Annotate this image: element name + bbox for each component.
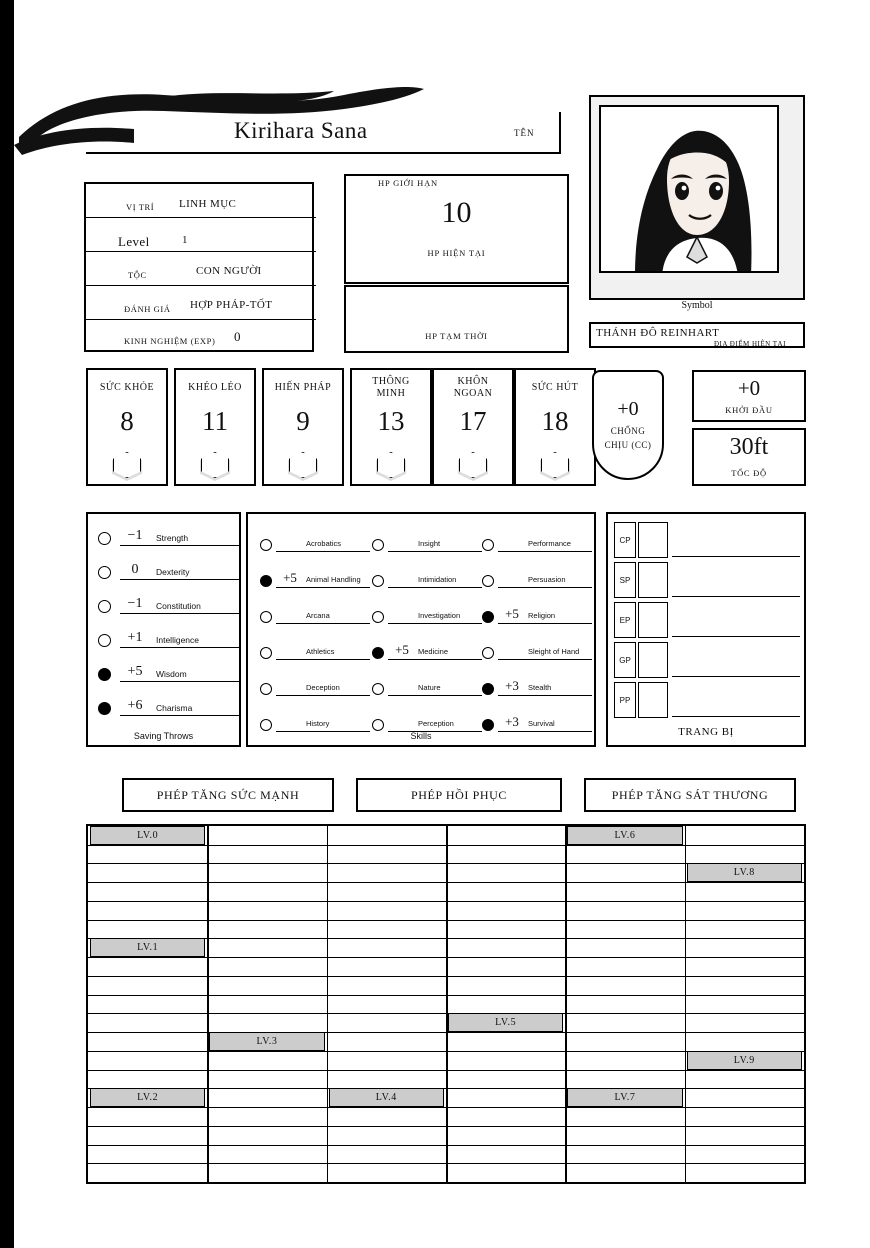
- skill-underline: [498, 623, 592, 624]
- skill-row[interactable]: [482, 532, 594, 568]
- skill-row[interactable]: [260, 640, 372, 676]
- info-value-race: CON NGƯỜI: [196, 265, 262, 277]
- currency-label-gp: GP: [614, 642, 636, 678]
- hp-current-caption: HP HIỆN TẠI: [427, 248, 486, 258]
- grid-column-divider: [327, 826, 329, 1182]
- skill-modifier: +5: [283, 570, 297, 585]
- skill-underline: [388, 587, 482, 588]
- skill-row[interactable]: [372, 568, 484, 604]
- skill-name: Religion: [528, 611, 556, 620]
- grid-rule-line: [88, 957, 804, 958]
- save-proficiency-bubble[interactable]: [98, 600, 111, 613]
- hp-max-caption: HP GIỚI HẠN: [374, 178, 442, 188]
- save-name: Intelligence: [156, 635, 200, 645]
- skill-proficiency-bubble[interactable]: [372, 683, 384, 695]
- currency-label-sp: SP: [614, 562, 636, 598]
- grid-rule-line: [88, 976, 804, 977]
- spell-button-damage[interactable]: PHÉP TĂNG SÁT THƯƠNG: [584, 778, 796, 812]
- skill-underline: [388, 623, 482, 624]
- save-proficiency-bubble[interactable]: [98, 668, 111, 681]
- skill-row[interactable]: [482, 676, 594, 712]
- ability-score: 18: [541, 406, 569, 436]
- equipment-line: [672, 596, 800, 597]
- grid-rule-line: [88, 1032, 804, 1033]
- skill-proficiency-bubble[interactable]: [372, 575, 384, 587]
- currency-amount-pp[interactable]: [638, 682, 668, 718]
- skill-proficiency-bubble[interactable]: [482, 683, 494, 695]
- skill-name: Intimidation: [418, 575, 457, 584]
- grid-column-divider: [446, 826, 448, 1182]
- spell-level-tag: LV.4: [329, 1088, 444, 1107]
- save-name: Wisdom: [156, 669, 187, 679]
- save-underline: [120, 613, 240, 614]
- portrait-frame: [589, 95, 805, 300]
- armor-class-label-1: CHỐNG: [610, 426, 646, 436]
- save-proficiency-bubble[interactable]: [98, 532, 111, 545]
- grid-rule-line: [88, 1013, 804, 1014]
- skill-row[interactable]: [372, 604, 484, 640]
- currency-equipment-box: [606, 512, 806, 747]
- skill-row[interactable]: [372, 640, 484, 676]
- skill-column-0: [260, 532, 372, 748]
- skill-name: Animal Handling: [306, 575, 361, 584]
- skill-proficiency-bubble[interactable]: [260, 647, 272, 659]
- grid-rule-line: [88, 1145, 804, 1146]
- grid-rule-line: [88, 901, 804, 902]
- spell-level-tag: LV.2: [90, 1088, 205, 1107]
- skill-row[interactable]: [372, 532, 484, 568]
- hp-temp-box: [344, 285, 569, 353]
- ability-name: HIẾN PHÁP: [274, 382, 332, 393]
- save-proficiency-bubble[interactable]: [98, 702, 111, 715]
- portrait-image: [599, 105, 779, 273]
- save-modifier: −1: [127, 528, 143, 543]
- currency-amount-sp[interactable]: [638, 562, 668, 598]
- save-modifier: +5: [127, 664, 143, 679]
- location-value: THÁNH ĐÔ REINHART: [596, 327, 720, 339]
- ability-name: THÔNG MINH: [372, 376, 410, 399]
- skill-underline: [276, 695, 370, 696]
- ability-score: 17: [459, 406, 487, 436]
- skill-underline: [276, 623, 370, 624]
- speed-caption: TỐC ĐỘ: [731, 468, 767, 478]
- spell-level-tag: LV.6: [567, 826, 682, 845]
- info-label-race: TỘC: [128, 270, 147, 280]
- skill-proficiency-bubble[interactable]: [372, 539, 384, 551]
- save-modifier: 0: [131, 562, 139, 577]
- skill-underline: [388, 659, 482, 660]
- equipment-caption: TRANG BỊ: [678, 726, 734, 738]
- currency-label-cp: CP: [614, 522, 636, 558]
- ability-box-1: [174, 368, 256, 486]
- skill-proficiency-bubble[interactable]: [482, 611, 494, 623]
- equipment-line: [672, 556, 800, 557]
- saving-throw-row[interactable]: [98, 662, 234, 688]
- save-underline: [120, 545, 240, 546]
- skill-modifier: +5: [395, 642, 409, 657]
- skill-row[interactable]: [260, 676, 372, 712]
- grid-rule-line: [88, 1107, 804, 1108]
- save-modifier: +6: [127, 698, 143, 713]
- equipment-line: [672, 636, 800, 637]
- spell-level-tag: LV.8: [687, 863, 802, 882]
- skill-name: Sleight of Hand: [528, 647, 580, 656]
- save-proficiency-bubble[interactable]: [98, 634, 111, 647]
- ability-box-2: [262, 368, 344, 486]
- skill-row[interactable]: [260, 568, 372, 604]
- skill-row[interactable]: [482, 568, 594, 604]
- grid-rule-line: [88, 845, 804, 846]
- skill-underline: [276, 659, 370, 660]
- skill-name: Performance: [528, 539, 571, 548]
- spell-level-tag: LV.7: [567, 1088, 682, 1107]
- save-name: Constitution: [156, 601, 201, 611]
- saving-throw-row[interactable]: [98, 560, 234, 586]
- character-name-caption: TÊN: [514, 128, 535, 138]
- saving-throw-row[interactable]: [98, 526, 234, 552]
- skill-row[interactable]: [372, 712, 484, 748]
- currency-amount-gp[interactable]: [638, 642, 668, 678]
- grid-rule-line: [88, 882, 804, 883]
- skill-name: Stealth: [528, 683, 552, 692]
- ability-modifier-hex: [541, 452, 569, 478]
- character-name: Kirihara Sana: [234, 118, 368, 143]
- skill-underline: [498, 659, 592, 660]
- ability-modifier-hex: [459, 452, 487, 478]
- info-label-level: Level: [118, 234, 150, 249]
- save-name: Dexterity: [156, 567, 190, 577]
- skill-proficiency-bubble[interactable]: [482, 647, 494, 659]
- skill-underline: [388, 551, 482, 552]
- saving-throw-row[interactable]: [98, 594, 234, 620]
- ability-modifier-hex: [377, 452, 405, 478]
- info-value-level: 1: [182, 234, 188, 246]
- skill-name: Arcana: [306, 611, 330, 620]
- equipment-line: [672, 716, 800, 717]
- skill-name: Nature: [418, 683, 441, 692]
- save-underline: [120, 715, 240, 716]
- spell-grid: [86, 824, 806, 1184]
- skill-proficiency-bubble[interactable]: [372, 647, 384, 659]
- skill-underline: [498, 587, 592, 588]
- save-underline: [120, 681, 240, 682]
- ability-name: SỨC KHỎE: [99, 382, 155, 393]
- ability-score: 8: [120, 406, 134, 436]
- saving-throws-caption: Saving Throws: [133, 731, 194, 741]
- info-label-alignment: ĐÁNH GIÁ: [124, 304, 171, 314]
- ability-box-5: [514, 368, 596, 486]
- save-name: Charisma: [156, 703, 193, 713]
- location-caption: ĐỊA ĐIỂM HIỆN TẠI: [714, 340, 786, 348]
- skill-modifier: +3: [505, 678, 519, 693]
- info-value-alignment: HỢP PHÁP-TỐT: [190, 299, 273, 311]
- grid-column-divider: [565, 826, 567, 1182]
- save-modifier: +1: [127, 630, 143, 645]
- skill-name: Survival: [528, 719, 555, 728]
- currency-amount-ep[interactable]: [638, 602, 668, 638]
- grid-column-divider: [207, 826, 209, 1182]
- skill-modifier: +3: [505, 714, 519, 729]
- skill-name: Perception: [418, 719, 454, 728]
- initiative-caption: KHỞI ĐẦU: [725, 405, 773, 415]
- ability-box-3: [350, 368, 432, 486]
- skill-proficiency-bubble[interactable]: [372, 611, 384, 623]
- save-modifier: −1: [127, 596, 143, 611]
- spell-level-tag: LV.3: [209, 1032, 324, 1051]
- skill-row[interactable]: [372, 676, 484, 712]
- skill-proficiency-bubble[interactable]: [482, 575, 494, 587]
- skills-caption: Skills: [410, 731, 432, 741]
- spell-button-heal[interactable]: PHÉP HỒI PHỤC: [356, 778, 562, 812]
- skill-name: Deception: [306, 683, 340, 692]
- info-label-class: VỊ TRÍ: [126, 202, 155, 212]
- armor-class-shield: [592, 370, 664, 486]
- skill-underline: [276, 587, 370, 588]
- ability-modifier-hex: [113, 452, 141, 478]
- speed-value: 30ft: [729, 434, 769, 460]
- skill-underline: [276, 551, 370, 552]
- skill-proficiency-bubble[interactable]: [260, 719, 272, 731]
- spell-level-tag: LV.9: [687, 1051, 802, 1070]
- save-underline: [120, 647, 240, 648]
- armor-class-label-2: CHỊU (CC): [604, 440, 652, 450]
- hp-temp-caption: HP TẠM THỜI: [425, 331, 488, 341]
- skill-name: History: [306, 719, 330, 728]
- skill-proficiency-bubble[interactable]: [482, 539, 494, 551]
- save-name: Strength: [156, 533, 189, 543]
- skill-proficiency-bubble[interactable]: [372, 719, 384, 731]
- skill-proficiency-bubble[interactable]: [260, 683, 272, 695]
- ability-box-0: [86, 368, 168, 486]
- skill-name: Persuasion: [528, 575, 566, 584]
- skill-proficiency-bubble[interactable]: [260, 575, 272, 587]
- initiative-value: +0: [737, 376, 761, 400]
- skill-row[interactable]: [482, 640, 594, 676]
- skill-underline: [498, 695, 592, 696]
- skill-name: Acrobatics: [306, 539, 342, 548]
- equipment-line: [672, 676, 800, 677]
- currency-amount-cp[interactable]: [638, 522, 668, 558]
- currency-label-ep: EP: [614, 602, 636, 638]
- spell-level-tag: LV.0: [90, 826, 205, 845]
- grid-rule-line: [88, 1070, 804, 1071]
- saving-throw-row[interactable]: [98, 696, 234, 722]
- ability-score: 11: [202, 406, 228, 436]
- hp-max-value: 10: [441, 196, 472, 229]
- skill-name: Medicine: [418, 647, 449, 656]
- spell-button-power[interactable]: PHÉP TĂNG SỨC MẠNH: [122, 778, 334, 812]
- spell-level-tag: LV.5: [448, 1013, 563, 1032]
- skill-column-1: [372, 532, 484, 748]
- saving-throw-row[interactable]: [98, 628, 234, 654]
- grid-rule-line: [88, 920, 804, 921]
- ability-box-4: [432, 368, 514, 486]
- ability-modifier-hex: [201, 452, 229, 478]
- currency-label-pp: PP: [614, 682, 636, 718]
- skill-name: Athletics: [306, 647, 335, 656]
- grid-rule-line: [88, 1163, 804, 1164]
- ability-modifier-hex: [289, 452, 317, 478]
- skill-underline: [388, 695, 482, 696]
- skill-row[interactable]: [482, 712, 594, 748]
- skill-proficiency-bubble[interactable]: [482, 719, 494, 731]
- skill-row[interactable]: [260, 712, 372, 748]
- skill-underline: [498, 551, 592, 552]
- skill-modifier: +5: [505, 606, 519, 621]
- save-proficiency-bubble[interactable]: [98, 566, 111, 579]
- ability-name: KHÉO LÉO: [188, 382, 242, 393]
- spell-level-tag: LV.1: [90, 938, 205, 957]
- saving-throws-box: [86, 512, 241, 747]
- ability-name: SỨC HÚT: [531, 382, 579, 393]
- page-left-edge: [0, 0, 14, 1248]
- skill-column-2: [482, 532, 594, 748]
- skill-name: Insight: [418, 539, 441, 548]
- save-underline: [120, 579, 240, 580]
- armor-class-value: +0: [617, 398, 639, 420]
- grid-rule-line: [88, 1126, 804, 1127]
- sheet-body: [14, 0, 870, 1248]
- info-label-exp: KINH NGHIỆM (EXP): [124, 336, 216, 346]
- ability-score: 9: [296, 406, 310, 436]
- info-value-class: LINH MỤC: [179, 198, 237, 210]
- skill-name: Investigation: [418, 611, 461, 620]
- skill-row[interactable]: [482, 604, 594, 640]
- symbol-caption: Symbol: [681, 300, 713, 311]
- skill-row[interactable]: [260, 604, 372, 640]
- skill-proficiency-bubble[interactable]: [260, 539, 272, 551]
- skill-proficiency-bubble[interactable]: [260, 611, 272, 623]
- ability-name: KHÔN NGOAN: [453, 376, 493, 399]
- grid-rule-line: [88, 995, 804, 996]
- skill-row[interactable]: [260, 532, 372, 568]
- info-value-exp: 0: [234, 329, 241, 344]
- ability-score: 13: [377, 406, 405, 436]
- skills-box: [246, 512, 596, 747]
